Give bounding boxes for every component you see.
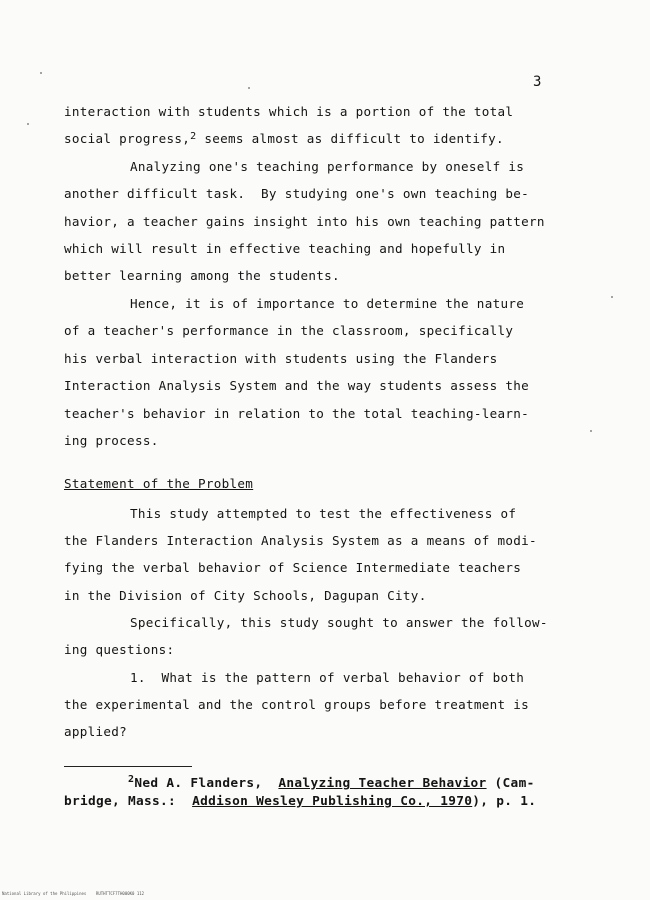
body-text: social progress, [64,131,191,146]
footnote-text: Ned A. Flanders, [134,776,279,791]
footnote-number: 2 [128,774,135,785]
body-line: fying the verbal behavior of Science Intermediate teachers [64,560,522,575]
body-line: Hence, it is of importance to determine the nature [130,296,525,311]
body-line-with-footnote-ref [64,131,504,146]
footnote-line [128,776,535,791]
footnote-line [64,794,536,809]
body-line: the Flanders Interaction Analysis System as a means of modi- [64,533,537,548]
footnote-publisher: Addison Wesley Publishing Co., 1970 [192,794,473,809]
body-line: applied? [64,724,128,739]
body-line: another difficult task. By studying one's own teaching be- [64,186,530,201]
body-line: Interaction Analysis System and the way students assess the [64,378,530,393]
footnote-book-title: Analyzing Teacher Behavior [278,776,487,791]
body-line: the experimental and the control groups before treatment is [64,697,530,712]
footnote-reference: 2 [190,131,197,142]
body-line: better learning among the students. [64,268,340,283]
scan-speck [248,87,250,89]
footnote-text: (Cam- [486,776,535,791]
scan-speck [611,296,613,298]
body-line: havior, a teacher gains insight into his own teaching pattern [64,214,545,229]
footnote-divider [64,766,192,767]
body-line: This study attempted to test the effectiveness of [130,506,517,521]
scan-speck [27,123,29,125]
scan-credit: National Library of the Philippines RUTHTTCF7TH000K0 112 [2,891,145,896]
page-number: 3 [533,74,542,90]
body-line: ing process. [64,433,159,448]
body-line: in the Division of City Schools, Dagupan City. [64,588,427,603]
question-item: 1. What is the pattern of verbal behavior of both [130,670,525,685]
body-line: Specifically, this study sought to answer the follow- [130,615,548,630]
scan-speck [40,72,42,74]
footnote-text: ), p. 1. [472,794,537,809]
footnote-text: bridge, Mass.: [64,794,193,809]
body-line: Analyzing one's teaching performance by oneself is [130,159,525,174]
body-line: his verbal interaction with students using the Flanders [64,351,498,366]
body-line: interaction with students which is a portion of the total [64,104,514,119]
body-line: teacher's behavior in relation to the total teaching-learn- [64,406,530,421]
scan-speck [590,430,592,432]
section-heading: Statement of the Problem [64,476,254,491]
body-text: seems almost as difficult to identify. [196,131,504,146]
body-line: which will result in effective teaching and hopefully in [64,241,506,256]
body-line: ing questions: [64,642,175,657]
body-line: of a teacher's performance in the classroom, specifically [64,323,514,338]
